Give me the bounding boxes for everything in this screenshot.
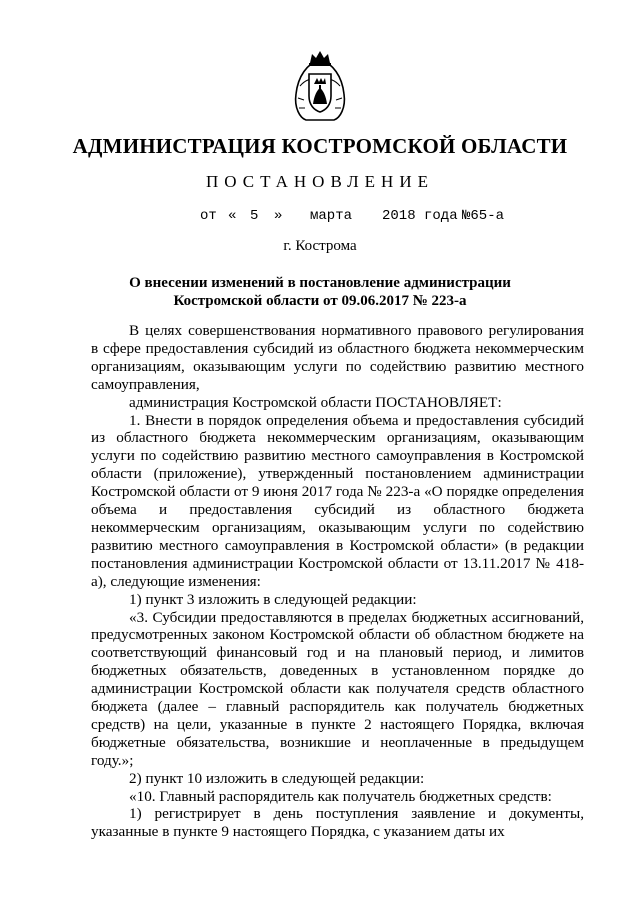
date-prefix: от <box>200 208 217 224</box>
document-title-line: О внесении изменений в постановление администрации <box>129 275 511 291</box>
document-city: г. Кострома <box>283 238 357 254</box>
quote-item-10-paragraph: «10. Главный распорядитель как получатель бюджетных средств: <box>129 787 552 805</box>
date-close-quote: » <box>274 208 283 224</box>
subitem-1-paragraph: 1) пункт 3 изложить в следующей редакции: <box>129 590 417 608</box>
coat-of-arms-icon <box>291 50 349 122</box>
decree-paragraph: администрация Костромской области ПОСТАНОВЛЯЕТ: <box>129 393 502 411</box>
document-date-line <box>200 208 520 228</box>
document-title-line: Костромской области от 09.06.2017 № 223-а <box>173 293 467 309</box>
date-month: марта <box>310 208 353 224</box>
item-1-paragraph: 1. Внести в порядок определения объема и предоставления субсидий из областного бюджета некоммерческим организациям, оказывающим услуги по содействию развитию местного самоуправления в Костромской области (приложение), утвержденный постановлением администрации Костромской области от 9 июня 2017 года № 223-а «О порядке определения объема и предоставления субсидий из областного бюджета некоммерческим организациям, оказывающим услуги по содействию развитию местного самоуправления в Костромской области» (в редакции постановления администрации Костромской области от 13.11.2017 № 418-а), следующие изменения: <box>91 411 584 590</box>
subitem-2-paragraph: 2) пункт 10 изложить в следующей редакции: <box>129 769 425 787</box>
document-body <box>91 322 584 841</box>
organization-name: АДМИНИСТРАЦИЯ КОСТРОМСКОЙ ОБЛАСТИ <box>72 134 568 158</box>
preamble-paragraph: В целях совершенствования нормативного правового регулирования в сфере предоставления субсидий из областного бюджета некоммерческим организациям, оказывающим услуги по содействию развитию местного самоуправления, <box>91 322 584 393</box>
document-title <box>0 274 640 310</box>
quote-item-10-1-paragraph: 1) регистрирует в день поступления заявление и документы, указанные в пункте 9 настоящего Порядка, с указанием даты их <box>91 805 584 841</box>
quote-item-3-paragraph: «3. Субсидии предоставляются в пределах бюджетных ассигнований, предусмотренных законом Костромской области об областном бюджете на соответствующий финансовый год и на плановый период, и лимитов бюджетных обязательств, доведенных в установленном порядке до администрации Костромской области как получателя средств областного бюджета (далее – главный распорядитель как получатель бюджетных средств) на цели, указанные в пункте 2 настоящего Порядка, включая бюджетные обязательства, возникшие и неоплаченные в предыдущем году.»; <box>91 608 584 769</box>
document-type: ПОСТАНОВЛЕНИЕ <box>205 172 434 191</box>
document-number: №65-а <box>462 208 505 224</box>
date-day: 5 <box>250 208 259 224</box>
date-year: 2018 года <box>382 208 458 224</box>
date-open-quote: « <box>228 208 237 224</box>
